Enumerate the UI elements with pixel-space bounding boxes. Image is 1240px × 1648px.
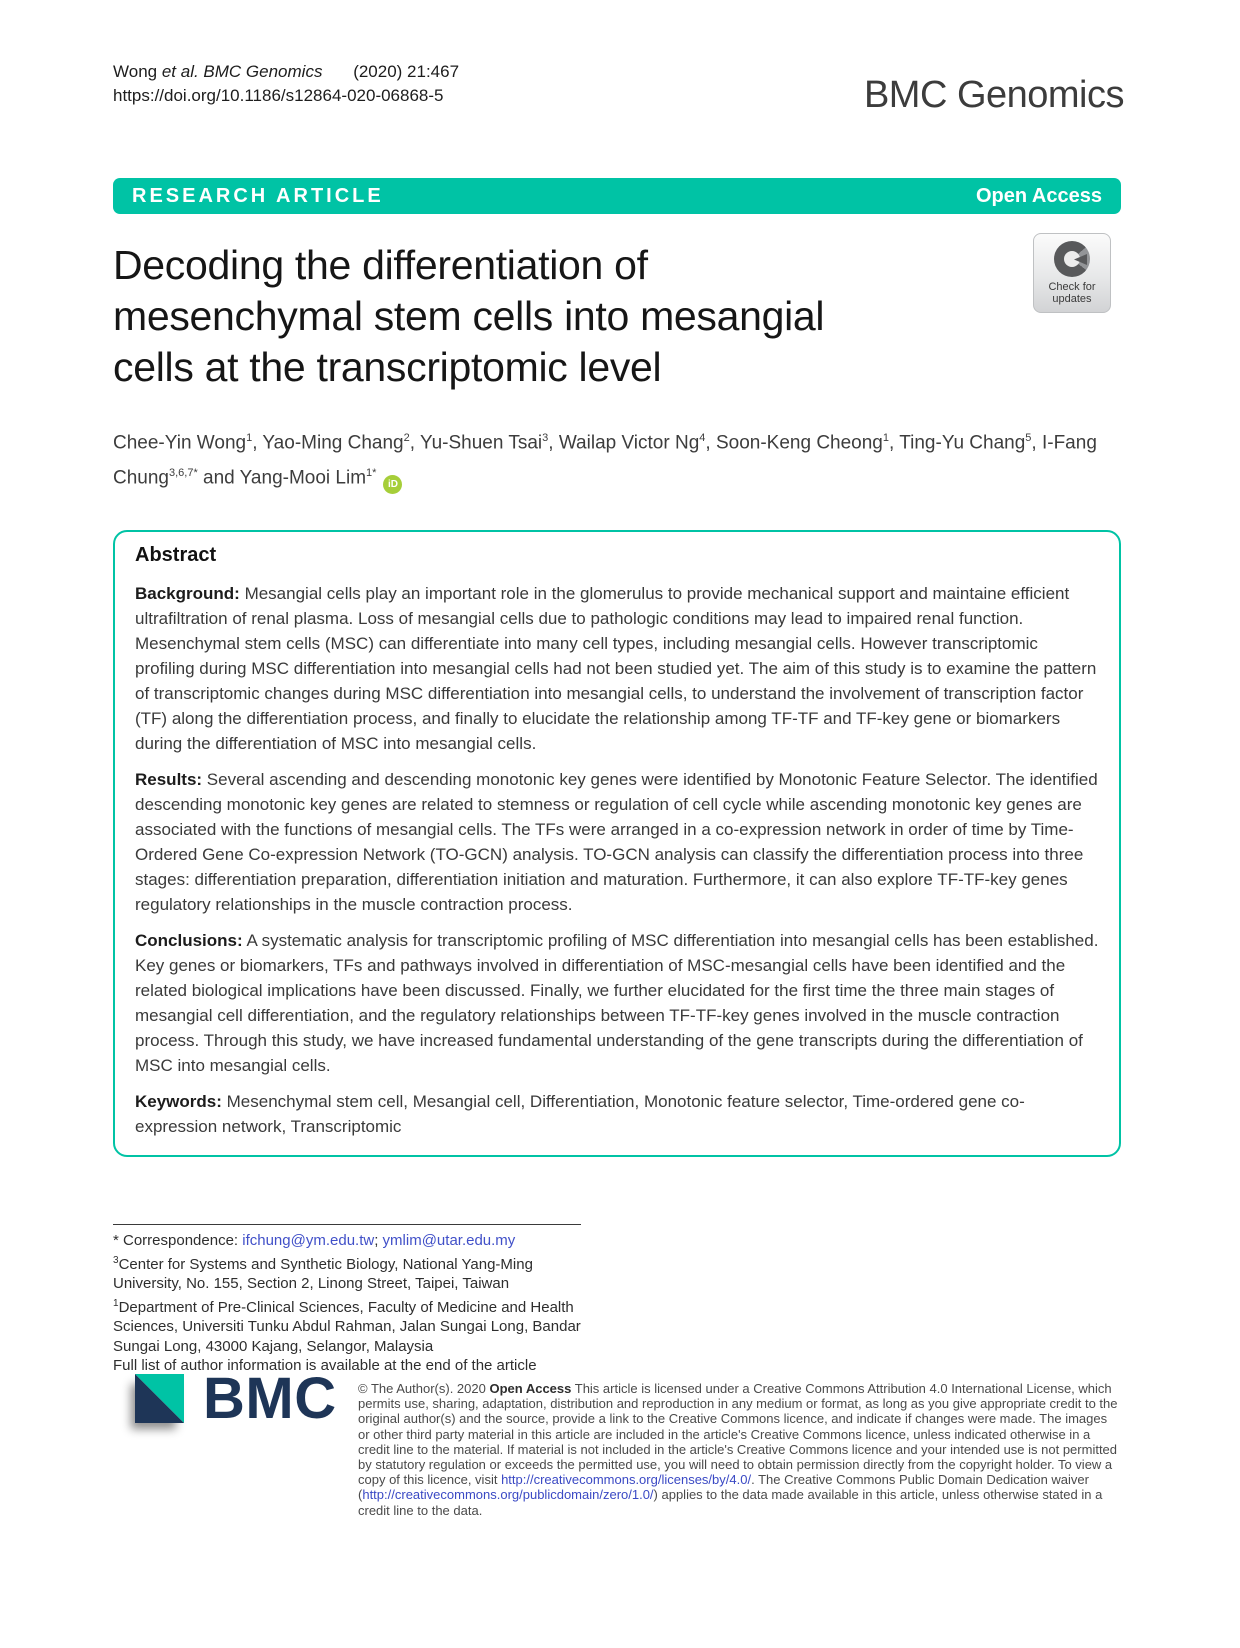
abstract-box bbox=[113, 530, 1121, 1157]
affiliation-list bbox=[113, 1251, 591, 1357]
license-segment: This article is licensed under a Creative Commons Attribution 4.0 International License, which permits use, sharing, adaptation, distribution and reproduction in any medium or format, as long as you give appropriate credit to the original author(s) and the source, provide a link to the Creative Commons licence, and indicate if changes were made. The images or other third party material in this article are included in the article's Creative Commons licence, unless indicated otherwise in a credit line to the material. If material is not included in the article's Creative Commons licence and your intended use is not permitted by statutory regulation or exceeds the permitted use, you will need to obtain permission directly from the copyright holder. To view a copy of this licence, visit bbox=[358, 1381, 1118, 1488]
check-for-updates-button[interactable] bbox=[1033, 233, 1111, 313]
journal-logotype: BMC Genomics bbox=[863, 74, 1124, 116]
license-segment: © The Author(s). 2020 bbox=[358, 1381, 490, 1396]
citation-journal: et al. BMC Genomics bbox=[161, 62, 323, 81]
article-type-banner bbox=[113, 178, 1121, 214]
license-segment: ) applies to the data made available in this article, unless otherwise stated in a credit line to the data. bbox=[358, 1487, 1103, 1518]
citation-author: Wong bbox=[113, 62, 158, 81]
doi-text: https://doi.org/10.1186/s12864-020-06868-5 bbox=[113, 86, 444, 105]
check-badge-text bbox=[1048, 281, 1095, 305]
abstract-sections bbox=[135, 581, 1099, 1139]
bmc-logo bbox=[135, 1366, 337, 1431]
abstract-paragraph: Keywords: Mesenchymal stem cell, Mesangial cell, Differentiation, Monotonic feature selector, Time-ordered gene co-expression network, Transcriptomic bbox=[135, 1092, 1025, 1136]
bmc-square-icon bbox=[135, 1374, 184, 1423]
abstract-heading: Abstract bbox=[135, 544, 217, 566]
correspondence-line: * Correspondence: ifchung@ym.edu.tw; ymlim@utar.edu.my bbox=[113, 1232, 516, 1249]
orcid-icon[interactable]: iD bbox=[383, 475, 402, 494]
license-text bbox=[358, 1381, 1121, 1518]
crossmark-icon bbox=[1054, 241, 1090, 277]
citation-header bbox=[113, 60, 459, 108]
affiliation: $^1$Department of Pre-Clinical Sciences, Faculty of Medicine and Health Sciences, Universiti Tunku Abdul Rahman, Jalan Sungai Long, Bandar Sungai Long, 43000 Kajang, Selangor, Malaysia bbox=[113, 1297, 581, 1355]
citation-volume: (2020) 21:467 bbox=[353, 62, 460, 81]
check-badge-line1: Check for bbox=[1048, 281, 1096, 293]
correspondence-email-link[interactable]: ymlim@utar.edu.my bbox=[382, 1232, 516, 1249]
abstract-paragraph: Background: Mesangial cells play an important role in the glomerulus to provide mechanical support and maintaine efficient ultrafiltration of renal plasma. Loss of mesangial cells due to pathologic conditions may lead to impaired renal function. Mesenchymal stem cells (MSC) can differentiate into many cell types, including mesangial cells. However transcriptomic profiling during MSC differentiation into mesangial cells had not been studied yet. The aim of this study is to examine the pattern of transcriptomic changes during MSC differentiation into mesangial cells, to understand the involvement of transcription factor (TF) along the differentiation process, and finally to elucidate the relationship among TF-TF and TF-key gene or biomarkers during the differentiation of MSC into mesangial cells. bbox=[135, 584, 1097, 753]
correspondence-email-link[interactable]: ifchung@ym.edu.tw bbox=[242, 1232, 375, 1249]
full-list-note: Full list of author information is available at the end of the article bbox=[113, 1357, 537, 1374]
license-link[interactable]: http://creativecommons.org/licenses/by/4.0/ bbox=[501, 1472, 752, 1488]
footnote-block bbox=[113, 1224, 591, 1376]
abstract-paragraph: Conclusions: A systematic analysis for transcriptomic profiling of MSC differentiation into mesangial cells has been established. Key genes or biomarkers, TFs and pathways involved in differentiation of MSC-mesangial cells have been identified and the related biological implications have been discussed. Finally, we further elucidated for the first time the three main stages of mesangial cell differentiation, and the regulatory relationships between TF-TF-key genes involved in the muscle contraction process. Through this study, we have increased fundamental understanding of the gene transcripts during the differentiation of MSC into mesangial cells. bbox=[135, 931, 1099, 1075]
footnote-divider bbox=[113, 1224, 581, 1225]
check-badge-line2: updates bbox=[1052, 293, 1092, 305]
open-access-label: Open Access bbox=[976, 184, 1102, 207]
crossmark-notch-icon bbox=[1074, 254, 1087, 265]
author-list: Chee-Yin Wong$^1$, Yao-Ming Chang$^2$, Yu-Shuen Tsai$^3$, Wailap Victor Ng$^4$, Soon-Keng Cheong$^1$, Ting-Yu Chang$^5$, I-Fang Chung$^{3,6,7*}$ and Yang-Mooi Lim$^{1*}$iD bbox=[113, 423, 1118, 494]
abstract-paragraph: Results: Several ascending and descending monotonic key genes were identified by Monotonic Feature Selector. The identified descending monotonic key genes are related to stemness or regulation of cell cycle while ascending monotonic key genes are associated with the functions of mesangial cells. The TFs were arranged in a co-expression network in order of time by Time-Ordered Gene Co-expression Network (TO-GCN) analysis. TO-GCN analysis can classify the differentiation process into three stages: differentiation preparation, differentiation initiation and maturation. Furthermore, it can also explore TF-TF-key genes regulatory relationships in the muscle contraction process. bbox=[135, 770, 1098, 914]
license-link[interactable]: http://creativecommons.org/publicdomain/zero/1.0/ bbox=[362, 1487, 654, 1503]
citation-line bbox=[113, 60, 459, 84]
open-access-bold-label: Open Access bbox=[489, 1381, 572, 1396]
affiliation: $^3$Center for Systems and Synthetic Biology, National Yang-Ming University, No. 155, Section 2, Linong Street, Taipei, Taiwan bbox=[113, 1254, 533, 1292]
research-article-label: RESEARCH ARTICLE bbox=[132, 184, 384, 207]
page-title: Decoding the differentiation of mesenchymal stem cells into mesangial cells at the transcriptomic level bbox=[113, 242, 825, 390]
bmc-wordmark: BMC bbox=[203, 1366, 337, 1431]
license-segment: . The Creative Commons Public Domain Dedication waiver ( bbox=[358, 1472, 1089, 1503]
